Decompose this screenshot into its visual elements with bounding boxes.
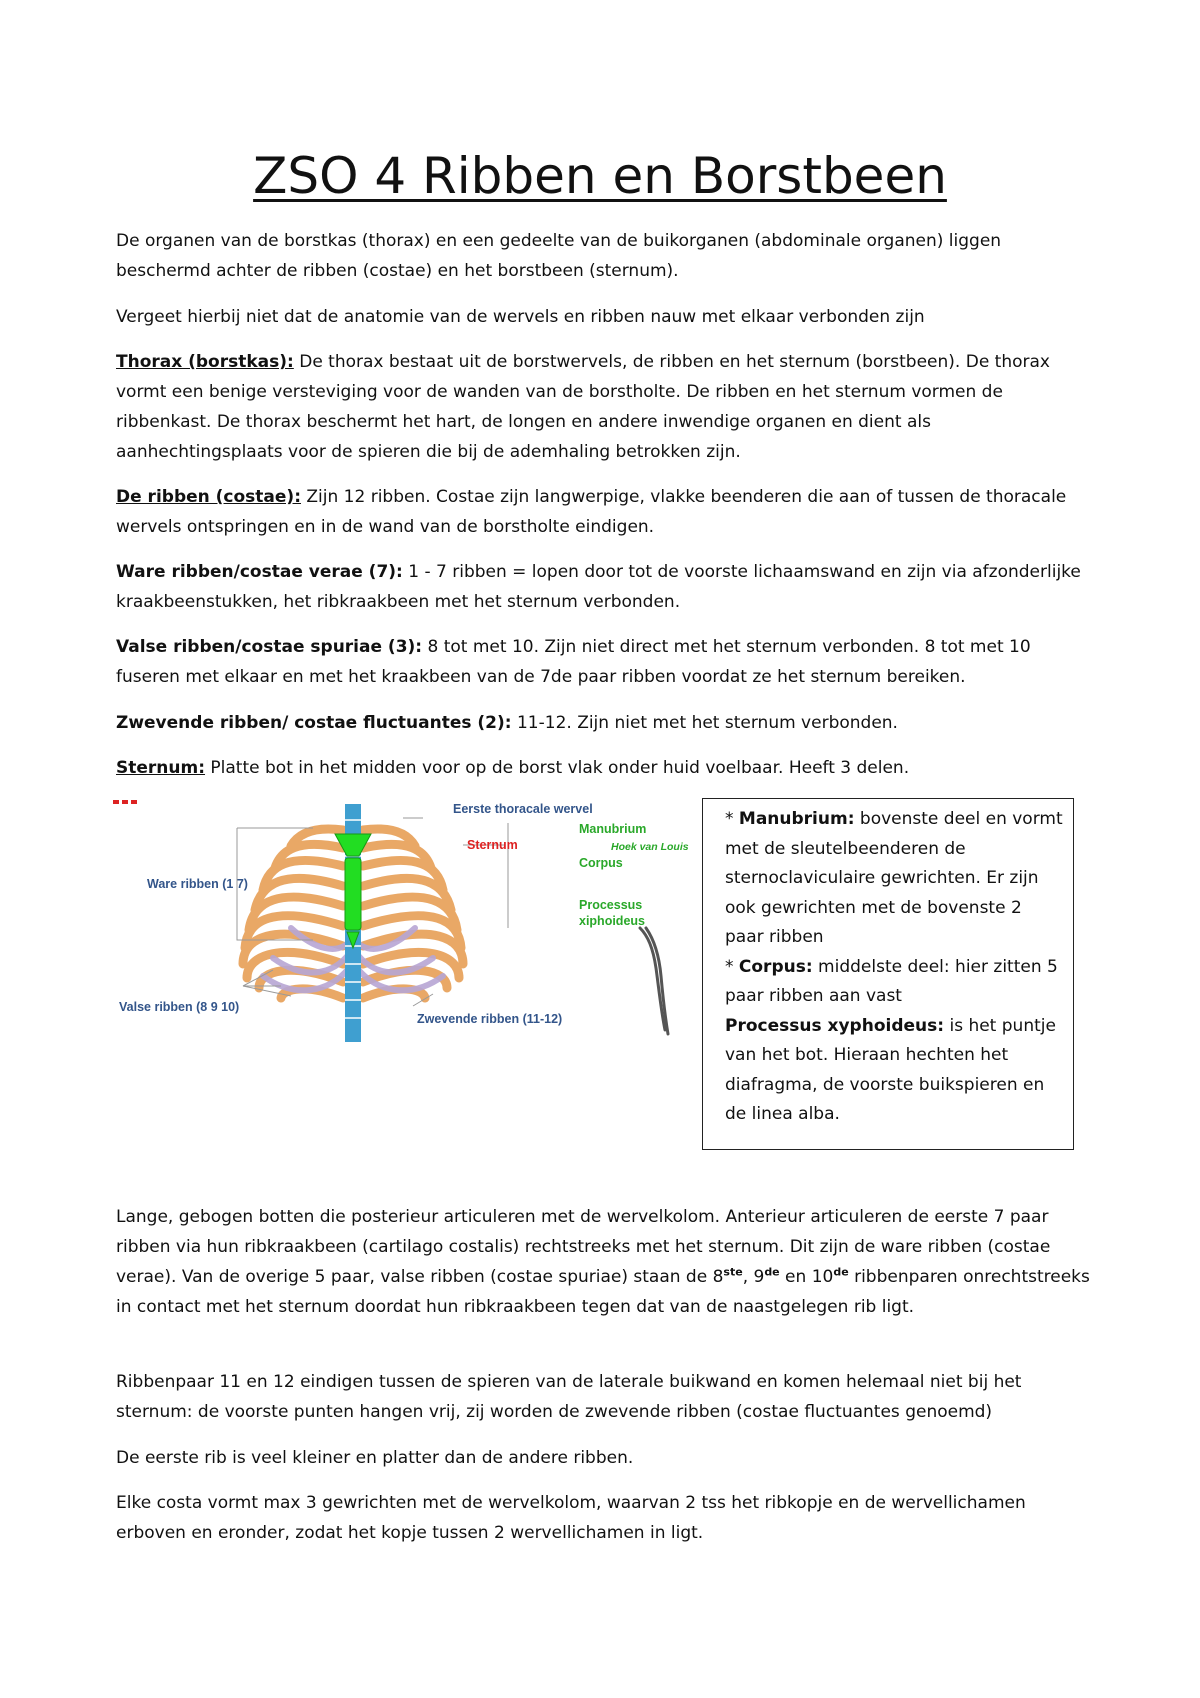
- zwevende-ribben-paragraph: [116, 708, 1096, 738]
- body-p1-part-d: ribbenparen onrechtstreeks in contact met het sternum doordat hun ribkraakbeen tegen dat van de naastgelegen rib ligt.: [116, 1267, 1090, 1317]
- ribcage-figure: [113, 798, 693, 1043]
- info-manubrium: [725, 805, 1063, 953]
- intro-paragraph-1: De organen van de borstkas (thorax) en een gedeelte van de buikorganen (abdominale organen) liggen beschermd achter de ribben (costae) en het borstbeen (sternum).: [116, 231, 1002, 281]
- valse-ribben-paragraph: [116, 632, 1096, 692]
- label-hoek-van-louis: Hoek van Louis: [611, 841, 689, 853]
- label-processus: Processus: [579, 898, 643, 912]
- intro-paragraph-2: Vergeet hierbij niet dat de anatomie van de wervels en ribben nauw met elkaar verbonden zijn: [116, 307, 925, 327]
- body-p1-part-c: en 10: [779, 1267, 834, 1287]
- body-paragraph-2: Ribbenpaar 11 en 12 eindigen tussen de spieren van de laterale buikwand en komen helemaal niet bij het sternum: de voorste punten hangen vrij, zij worden de zwevende ribben (costae fluctuantes genoemd): [116, 1372, 1022, 1422]
- info-manubrium-star: *: [725, 809, 739, 829]
- thorax-text: De thorax bestaat uit de borstwervels, de ribben en het sternum (borstbeen). De thorax vormt een benige versteviging voor de wanden van de borstholte. De ribben en het sternum vormen de ribbenkast. De thorax beschermt het hart, de longen en andere inwendige organen en dient als aanhechtingsplaats voor de spieren die bij de ademhaling betrokken zijn.: [116, 352, 1050, 462]
- label-sternum: Sternum: [467, 838, 518, 852]
- ware-ribben-text: 1 - 7 ribben = lopen door tot de voorste lichaamswand en zijn via afzonderlijke kraakbeenstukken, het ribkraakbeen met het sternum verbonden.: [116, 562, 1081, 612]
- body-paragraph-1: [116, 1202, 1096, 1322]
- sternum-paragraph: [116, 753, 1096, 783]
- page-title: ZSO 4 Ribben en Borstbeen: [253, 146, 947, 205]
- thorax-paragraph: [116, 347, 1096, 467]
- info-processus-label: Processus xyphoideus:: [725, 1015, 945, 1036]
- zwevende-ribben-label: Zwevende ribben/ costae fluctuantes (2):: [116, 713, 512, 733]
- body-p1-part-a: Lange, gebogen botten die posterieur articuleren met de wervelkolom. Anterieur articuleren de eerste 7 paar ribben via hun ribkraakbeen (cartilago costalis) rechtstreeks met het sternum. Dit zijn de ware ribben (costae verae). Van de overige 5 paar, valse ribben (costae spuriae) staan de 8: [116, 1207, 1051, 1287]
- info-corpus: [725, 953, 1063, 1012]
- valse-ribben-label: Valse ribben/costae spuriae (3):: [116, 637, 423, 657]
- body-paragraph-4: Elke costa vormt max 3 gewrichten met de wervelkolom, waarvan 2 tss het ribkopje en de wervellichamen erboven en eronder, zodat het kopje tussen 2 wervellichamen in ligt.: [116, 1493, 1026, 1543]
- label-manubrium: Manubrium: [579, 822, 647, 836]
- red-mark: [113, 800, 137, 804]
- label-ware-ribben: Ware ribben (1 7): [147, 877, 248, 891]
- thorax-label: Thorax (borstkas):: [116, 352, 294, 372]
- sternum-text: Platte bot in het midden voor op de borst vlak onder huid voelbaar. Heeft 3 delen.: [205, 758, 910, 778]
- info-manubrium-label: Manubrium:: [738, 809, 855, 829]
- info-corpus-text: middelste deel: hier zitten 5 paar ribben aan vast: [725, 956, 1058, 1006]
- info-corpus-label: Corpus:: [738, 956, 813, 977]
- label-xiphoideus: xiphoideus: [579, 914, 645, 928]
- info-processus: [725, 1012, 1063, 1130]
- info-manubrium-text: bovenste deel en vormt met de sleutelbeenderen de sternoclaviculaire gewrichten. Er zijn ook gewrichten met de bovenste 2 paar ribben: [725, 809, 1063, 947]
- body-p1-sup-2: de: [764, 1265, 780, 1279]
- body-p1-sup-1: ste: [723, 1265, 743, 1279]
- valse-ribben-text: 8 tot met 10. Zijn niet direct met het sternum verbonden. 8 tot met 10 fuseren met elkaar en met het kraakbeen van de 7de paar ribben voordat ze het sternum bereiken.: [116, 637, 1031, 687]
- ware-ribben-label: Ware ribben/costae verae (7):: [116, 562, 403, 582]
- label-eerste-thoracale-wervel: Eerste thoracale wervel: [453, 802, 593, 816]
- ware-ribben-paragraph: [116, 557, 1096, 617]
- body-paragraph-3: De eerste rib is veel kleiner en platter dan de andere ribben.: [116, 1448, 634, 1468]
- body-p1-part-b: , 9: [742, 1267, 765, 1287]
- info-corpus-star: *: [725, 956, 739, 977]
- body-p1-sup-3: de: [833, 1265, 849, 1279]
- ribben-label: De ribben (costae):: [116, 487, 301, 507]
- sternum-info-box: [702, 798, 1074, 1150]
- label-valse-ribben: Valse ribben (8 9 10): [119, 1000, 240, 1014]
- label-corpus: Corpus: [579, 856, 623, 870]
- info-processus-text: is het puntje van het bot. Hieraan hechten het diafragma, de voorste buikspieren en de linea alba.: [725, 1015, 1056, 1124]
- label-zwevende-ribben: Zwevende ribben (11-12): [417, 1012, 563, 1026]
- zwevende-ribben-text: 11-12. Zijn niet met het sternum verbonden.: [511, 713, 898, 733]
- ribben-paragraph: [116, 482, 1096, 542]
- sternum-label: Sternum:: [116, 758, 206, 778]
- ribben-text: Zijn 12 ribben. Costae zijn langwerpige, vlakke beenderen die aan of tussen de thoracale wervels ontspringen en in de wand van de borstholte eindigen.: [116, 487, 1067, 537]
